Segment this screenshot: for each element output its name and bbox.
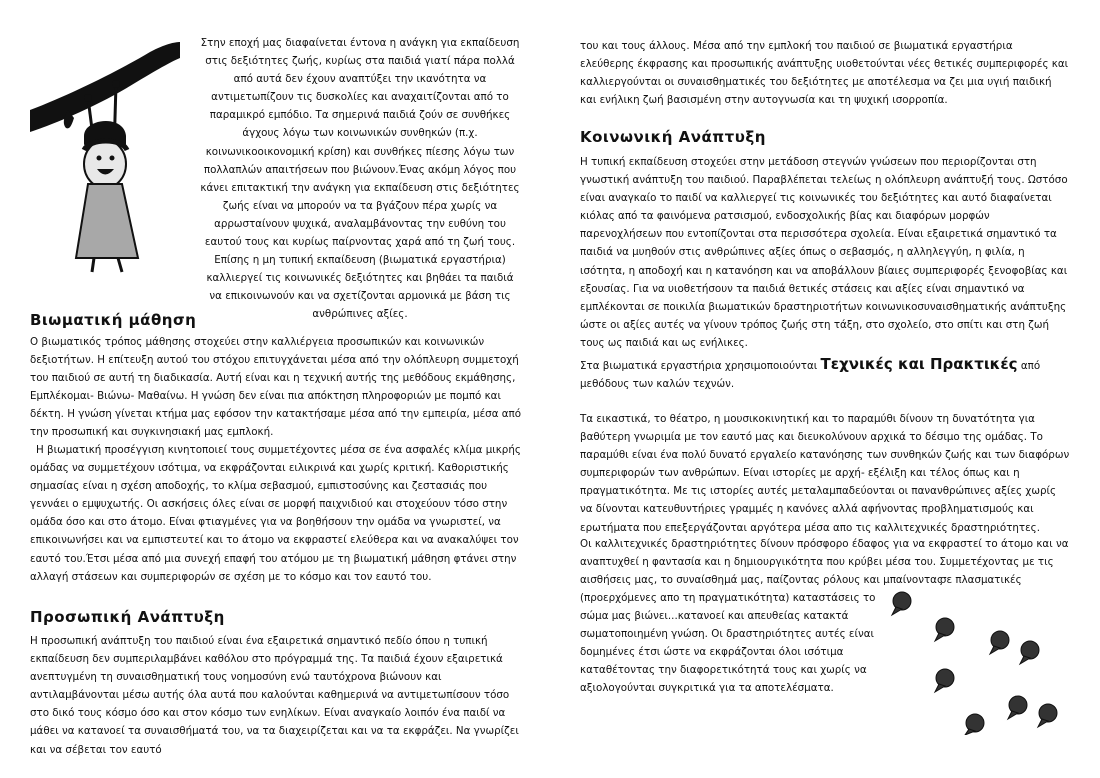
social-development-paragraph: Η τυπική εκπαίδευση στοχεύει στην μετάδοση στεγνών γνώσεων που περιορίζονται στη γνωστική ανάπτυξη του παιδιού. Παραβλέπεται τελείως η ολόπλευρη ανάπτυξή τους. Ωστόσο είναι αναγκαίο το παιδί να καλλιεργεί τις κοινωνικές του δεξιότητες και αυτό διαφαίνεται κιόλας από τα φαινόμενα ρατσισμού, ενδοσχολικής βίας και διαφόρων μορφών παρενοχλήσεων που εντοπίζονται στα περισσότερα σχολεία. Είναι εξαιρετικά σημαντικό τα παιδιά να μυηθούν στις ανθρώπινες αξίες όπως ο σεβασμός, η αλληλεγγύη, η φιλία, η ισότητα, η αποδοχή και η κατανόηση και να αποβάλλουν βίαιες συμπεριφορές ξενοφοβίας και εξουσίας. Για να υιοθετήσουν τα παιδιά θετικές στάσεις και αξίες είναι σημαντικό να εμπλέκονται σε ποικιλία βιωματικών δραστηριοτήτων κοινωνικοσυναισθηματικής ανάπτυξης ώστε οι αξίες αυτές να γίνουν τρόπος ζωής στη τάξη, στο σχολείο, στο σπίτι και στη ζωή τους ως παιδιά και ως ενήλικες. bbox=[580, 156, 1068, 349]
artistic-activities-paragraph-part-3: (προερχόμενες απο τη πραγματικότητα) καταστάσεις το σώμα μας βιώνει...κατανοεί και απευθείας κατακτά σωματοποιημένη γνώση. Οι δραστηριότητες αυτές είναι δομημένες έτσι ώστε να εκφράζονται όλοι ισότιμα καταθέτοντας την διαφορετικότητά τους και χωρίς να αξιολογούνται συγκριτικά για τα αποτελέσματα. bbox=[580, 592, 876, 695]
techniques-sentence bbox=[580, 355, 1050, 393]
intro-paragraph-part-1: Στην εποχή μας διαφαίνεται έντονα η ανάγκη για εκπαίδευση στις δεξιότητες ζωής, κυρίως στα παιδιά γιατί πάρα πολλά από αυτά δεν έχουν αναπτύξει την ικανότητα να αντιμετωπίζουν τις δυσκολίες και αναχαιτίζονται από το παραμικρό εμπόδιο. Τα σημερινά παιδιά ζούν σε συνθήκες άγχους λόγω των κοινωνικών συνθηκών (π.χ. κοινωνικοοικονομική κρίση) και συνθήκες πίεσης λόγω των πολλαπλών απαιτήσεων που βιώνουν.Ένας ακόμη λόγος που κάνει επιτακτική την ανάγκη για εκπαίδευση στις δεξιότητες ζωής είναι να μπορούν να τα βγάζουν πέρα χωρίς να αρρωσταίνουν ψυχικά, αναλαμβάνοντας την ευθύνη του εαυτού τους και κυρίως παίρνοντας χαρά από τη ζωή τους. Επίσης η μη τυπική εκπαίδευση (βιωματικά εργαστήρια) καλλιεργεί τις κοινωνικές δεξιότητες και βηθάει τα παιδιά να επικοινωνούν και να σχετίζονται αρμονικά με βάση τις ανθρώπινες αξίες. bbox=[200, 37, 520, 321]
heading-social-development: Κοινωνική Ανάπτυξη bbox=[580, 128, 766, 146]
arts-paragraph: Τα εικαστικά, το θέατρο, η μουσικοκινητική και το παραμύθι δίνουν τη δυνατότητα για βαθύτερη γνωριμία με τον εαυτό μας και διευκολύνουν αρχικά το δέσιμο της ομάδας. Το παραμύθι είναι ένα πολύ δυνατό εργαλείο κατανόησης των συνθηκών ζωής και των διαφόρων συμπεριφορών των ανθρώπων. Είναι ιστορίες με αρχή- εξέλιξη και τέλος όπως και η πραγματικότητα. Με τις ιστορίες αυτές μεταλαμπαδεύονται οι πανανθρώπινες αξίες χωρίς να δίνονται κατευθυντήριες γραμμές η κανόνες αλλά αφήνοντας προβληματισμούς και ερωτήματα που επεξεργάζονται αργότερα μέσα απο τις καλλιτεχνικές δραστηριότητες. bbox=[580, 413, 1070, 534]
experiential-learning-paragraph-1: Ο βιωματικός τρόπος μάθησης στοχεύει στην καλλιέργεια προσωπικών και κοινωνικών δεξιοτήτων. Η επίτευξη αυτού του στόχου επιτυγχάνεται μέσα από την ολόπλευρη συμμετοχή του παιδιού σε αυτή τη διαδικασία. Αυτή είναι και η τεχνική αυτής της μεθόδους εκμάθησης, Εμπλέκομαι- Βιώνω- Μαθαίνω. Η γνώση δεν είναι πια απόκτηση πληροφοριών με πομπό και δέκτη. Η γνώση γίνεται κτήμα μας εφόσον την κατακτήσαμε μέσα από την εμπειρία, μέσα από την προσωπική και συγκινησιακή μας εμπλοκή. bbox=[30, 336, 522, 439]
techniques-text-end: από μεθόδους των καλών τεχνών. bbox=[580, 360, 1041, 391]
scattered-dots-decoration bbox=[880, 585, 1060, 735]
techniques-text-start: Στα βιωματικά εργαστήρια χρησιμοποιούνται bbox=[580, 360, 821, 372]
artistic-activities-paragraph-part-2: σε πλασματικές bbox=[940, 574, 1022, 586]
personal-development-continued-paragraph: του και τους άλλους. Μέσα από την εμπλοκή του παιδιού σε βιωματικά εργαστήρια ελεύθερης έκφρασης και προσωπικής ανάπτυξης υιοθετούνται νέες θετικές συμπεριφορές και καλλιεργούνται οι συναισθηματικές του δεξιότητες με αποτέλεσμα να ζει μια υγιή παιδική και ενήλικη ζωή βασισμένη στην αυτογνωσία και τη ψυχική ισορροπία. bbox=[580, 40, 1069, 107]
artistic-activities-paragraph-part-1: Οι καλλιτεχνικές δραστηριότητες δίνουν πρόσφορο έδαφος για να εκφραστεί το άτομο και να αναπτυχθεί η φαντασία και η δημιουργικότητα που κρύβει μέσα του. Συμμετέχοντας με τις αισθήσεις μας, το συναίσθημά μας, παίζοντας ρόλους και μπαίνοντας bbox=[580, 538, 1069, 587]
heading-experiential-learning: Βιωματική μάθηση bbox=[30, 311, 197, 329]
techniques-emphasis: Τεχνικές και Πρακτικές bbox=[820, 355, 1018, 373]
personal-development-paragraph: Η προσωπική ανάπτυξη του παιδιού είναι ένα εξαιρετικά σημαντικό πεδίο όπου η τυπική εκπαίδευση δεν συμπεριλαμβάνει καθόλου στο πρόγραμμά της. Τα παιδιά έχουν εξαιρετικά ανεπτυγμένη τη συναισθηματική τους νοημοσύνη ενώ ταυτόχρονα βιώνουν και αντιλαμβάνονται μέσω αυτής όλα αυτά που καλούνται καθημερινά να αντιμετωπίσουν τόσο στο δικό τους κόσμο όσο και στον κόσμο των ενηλίκων. Είναι αναγκαίο λοιπόν ένα παιδί να μάθει να κατανοεί τα συναισθήματά του, να τα διαχειρίζεται και να τα εκφράζει. Να γνωρίζει και να σέβεται τον εαυτό bbox=[30, 635, 519, 756]
heading-personal-development: Προσωπική Ανάπτυξη bbox=[30, 608, 225, 626]
experiential-learning-paragraph-2: Η βιωματική προσέγγιση κινητοποιεί τους συμμετέχοντες μέσα σε ένα ασφαλές κλίμα μικρής ομάδας να συμμετέχουν ισότιμα, να εκφράζονται ειλικρινά και χωρίς κριτική. Καθοριστικής σημασίας είναι η σχέση αποδοχής, το κλίμα σεβασμού, εμπιστοσύνης και ζεστασιάς που γεννάει ο εμψυχωτής. Οι ασκήσεις όλες είναι σε μορφή παιχνιδιού και στοχεύουν τόσο στην ομάδα όσο και στο άτομο. Είναι φτιαγμένες για να βοηθήσουν την ομάδα να γνωριστεί, να επικοινωνήσει και να εμπιστευτεί και το άτομο να εκφραστεί ελεύθερα και να ανακαλύψει τον εαυτό του.Έτσι μέσα από μια συνεχή επαφή του ατόμου με τη βιωματική μάθηση φτάνει στην αλλαγή στάσεων και συμπεριφορών σε σχέση με το κόσμο και τον εαυτό του. bbox=[30, 444, 521, 583]
right-page bbox=[550, 0, 1100, 778]
